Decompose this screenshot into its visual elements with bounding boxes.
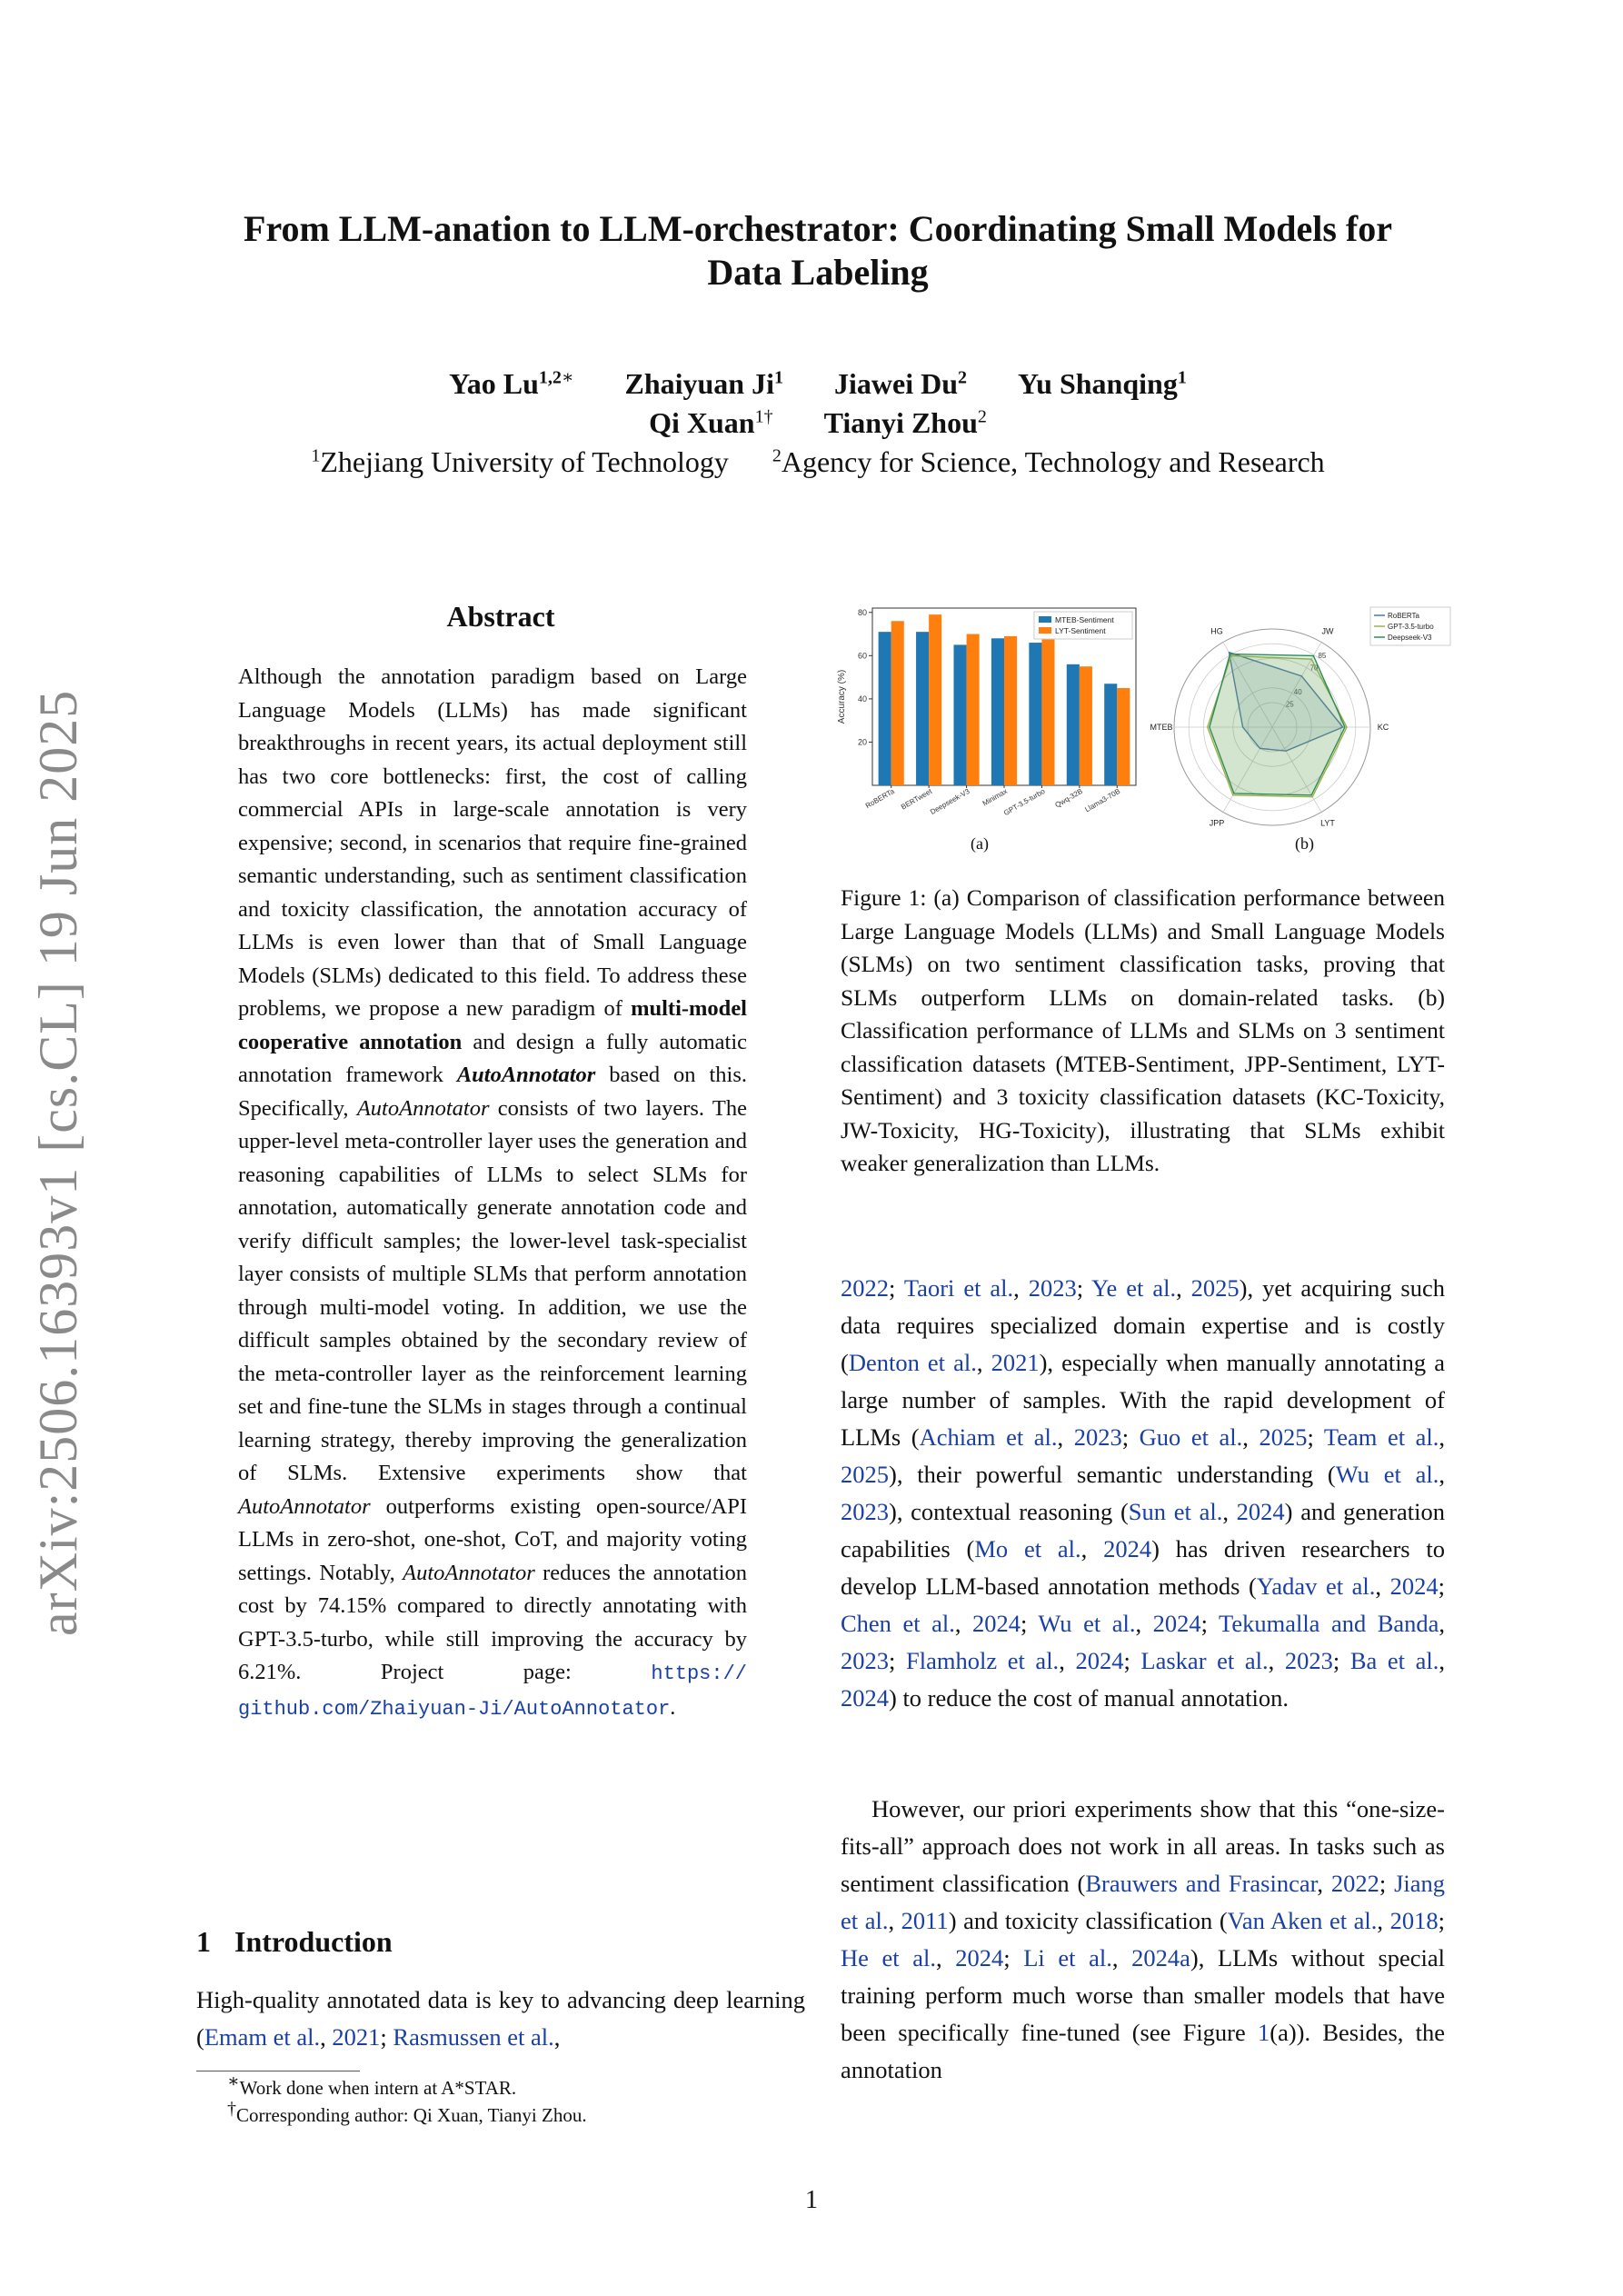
author-name: Yao Lu <box>449 367 539 400</box>
body-text: , <box>553 2023 561 2051</box>
body-text: , <box>976 1349 991 1376</box>
radar-axis-label: LYT <box>1320 818 1335 828</box>
body-text: , <box>320 2023 333 2051</box>
author-mark: † <box>763 406 773 427</box>
y-axis-label: Accuracy (%) <box>837 669 847 724</box>
bar-MTEB-Sentiment <box>953 644 966 785</box>
body-text: ; <box>1307 1423 1324 1451</box>
body-text: , <box>936 1944 956 1972</box>
bar-MTEB-Sentiment <box>916 632 929 785</box>
subfigure-label-a: (a) <box>971 834 989 853</box>
footnote-2 <box>227 2101 587 2129</box>
project-link[interactable]: https:// <box>651 1662 747 1685</box>
abstract-text: reduces the annotation cost by 74.15% compared to directly annotating with GPT-3.5-turbo, while still improving the accuracy by 6.21%. Project page: <box>238 1560 747 1684</box>
legend-swatch <box>1039 616 1051 623</box>
citation-link[interactable]: Chen et al. <box>841 1610 955 1637</box>
abstract-text: based on this. Specifically, <box>238 1063 747 1121</box>
citation-link[interactable]: Jiang et al. <box>841 1870 1445 1934</box>
author-name: Qi Xuan <box>649 406 755 439</box>
body-text: ; <box>380 2023 393 2051</box>
subfigure-label-b: (b) <box>1295 834 1314 853</box>
title-line-1: From LLM-anation to LLM-orchestrator: Coordinating Small Models for <box>244 208 1392 249</box>
citation-link[interactable]: Emam et al. <box>204 2023 321 2051</box>
x-tick-label: GPT-3.5-turbo <box>1002 786 1047 818</box>
body-text: High-quality annotated data is key to advancing deep learning ( <box>196 1986 805 2051</box>
footnote-mark: † <box>227 2099 236 2119</box>
body-text: ; <box>1020 1610 1039 1637</box>
abstract-emphasis: multi-model cooperative annotation <box>238 996 747 1054</box>
citation-link[interactable]: 2023 <box>1073 1423 1122 1451</box>
citation-link[interactable]: 2011 <box>901 1907 949 1934</box>
page-number: 1 <box>805 2186 818 2214</box>
body-text: ; <box>1332 1647 1350 1674</box>
figure-ref-link[interactable]: 1 <box>1258 2019 1270 2046</box>
body-text: ) has driven researchers to develop LLM-based annotation methods ( <box>841 1535 1446 1600</box>
citation-link[interactable]: Yadav et al. <box>1256 1572 1376 1600</box>
citation-link[interactable]: 2024 <box>971 1610 1021 1637</box>
affiliation-1: Zhejiang University of Technology <box>320 445 729 478</box>
y-tick-label: 40 <box>857 694 867 704</box>
bar-LYT-Sentiment <box>1117 688 1130 785</box>
system-name: AutoAnnotator <box>356 1095 490 1121</box>
system-name: AutoAnnotator <box>238 1493 371 1519</box>
legend-swatch <box>1039 627 1051 634</box>
author-affil: 1 <box>754 406 764 427</box>
footnote-text: Corresponding author: Qi Xuan, Tianyi Zhou. <box>236 2104 587 2126</box>
radar-axis-label: KC <box>1377 723 1389 732</box>
author-line-1 <box>182 365 1454 402</box>
legend-label: Deepseek-V3 <box>1388 634 1432 642</box>
citation-link[interactable]: Ba et al. <box>1349 1647 1439 1674</box>
bar-MTEB-Sentiment <box>879 632 891 785</box>
citation-link[interactable]: 2023 <box>841 1498 889 1525</box>
body-text: ; <box>889 1647 906 1674</box>
radar-plot-area <box>1150 607 1450 828</box>
intro-paragraph <box>196 1982 805 2056</box>
bar-LYT-Sentiment <box>891 621 904 785</box>
body-text: However, our priori experiments show that this “one-size-fits-all” approach does not work in all areas. In tasks such as sentiment classification ( <box>841 1795 1445 1897</box>
footnote-1 <box>227 2071 517 2101</box>
intro-paragraph-continued <box>841 1270 1445 1717</box>
citation-link[interactable]: 2021 <box>332 2023 381 2051</box>
radar-axis-label: HG <box>1210 626 1223 636</box>
radar-axis-label: JPP <box>1209 818 1225 828</box>
author-mark: ∗ <box>561 367 574 388</box>
citation-link[interactable]: Taori et al. <box>903 1274 1014 1302</box>
citation-link[interactable]: Wu et al. <box>1038 1610 1136 1637</box>
author-name: Yu Shanqing <box>1017 367 1178 400</box>
body-text: ) to reduce the cost of manual annotation. <box>889 1684 1289 1712</box>
legend-label: LYT-Sentiment <box>1055 626 1106 635</box>
bar-LYT-Sentiment <box>1004 636 1017 785</box>
body-text: ), LLMs without special training perform much worse than smaller models that have been specifically fine-tuned (see Figure <box>841 1944 1446 2046</box>
citation-link[interactable]: 2021 <box>991 1349 1040 1376</box>
author-affil: 1 <box>773 367 783 388</box>
body-text: ; <box>1076 1274 1092 1302</box>
body-text: ; <box>1438 1907 1445 1934</box>
citation-link[interactable]: Mo et al. <box>974 1535 1081 1562</box>
citation-link[interactable]: 2024 <box>955 1944 1004 1972</box>
citation-link[interactable]: 2024 <box>841 1684 889 1712</box>
affiliations <box>182 444 1454 480</box>
x-tick-label: Minimax <box>981 786 1009 808</box>
citation-link[interactable]: Achiam et al. <box>919 1423 1058 1451</box>
x-tick-label: Deepseek-V3 <box>929 786 971 816</box>
abstract-heading: Abstract <box>446 600 555 633</box>
body-text: , <box>1059 1647 1076 1674</box>
body-text: ), yet acquiring such data requires specialized domain expertise and is costly ( <box>841 1274 1445 1376</box>
citation-link[interactable]: Denton et al. <box>848 1349 977 1376</box>
radar-axis-label: JW <box>1321 626 1334 636</box>
body-text: , <box>1375 1572 1390 1600</box>
radar-axis-label: MTEB <box>1150 723 1173 732</box>
radar-series-Deepseek-V3 <box>1210 651 1345 795</box>
citation-link[interactable]: 2024 <box>1152 1610 1201 1637</box>
legend-label: MTEB-Sentiment <box>1055 615 1114 624</box>
citation-link[interactable]: 2024 <box>1075 1647 1124 1674</box>
citation-link[interactable]: 2024 <box>1103 1535 1152 1562</box>
body-text: ; <box>1200 1610 1219 1637</box>
citation-link[interactable]: Ye et al. <box>1091 1274 1177 1302</box>
body-text: ), especially when manually annotating a large number of samples. With the rapid development of LLMs ( <box>841 1349 1445 1451</box>
bar-MTEB-Sentiment <box>1029 643 1041 785</box>
body-text: , <box>1317 1870 1331 1897</box>
abstract-text: Although the annotation paradigm based on Large Language Models (LLMs) has made significant breakthroughs in recent years, its actual deployment still has two core bottlenecks: first, the cost of calling commercial APIs in large-scale annotation is very expensive; second, in scenarios that require fine-grained semantic understanding, such as sentiment classification and toxicity classification, the annotation accuracy of LLMs is even lower than that of Small Language Models (SLMs) dedicated to this field. To address these problems, we propose a new paradigm of <box>238 664 747 1021</box>
body-text: , <box>1080 1535 1104 1562</box>
body-text: , <box>1135 1610 1153 1637</box>
author-name: Tianyi Zhou <box>823 406 978 439</box>
body-paragraph <box>841 1791 1445 2089</box>
radar-tick-label: 40 <box>1293 688 1302 697</box>
citation-link[interactable]: 2025 <box>841 1461 889 1488</box>
citation-link[interactable]: Rasmussen et al. <box>393 2023 554 2051</box>
footnote-text: Work done when intern at A*STAR. <box>239 2077 517 2099</box>
section-number: 1 <box>196 1925 211 1958</box>
abstract-body <box>238 661 747 1726</box>
body-text: , <box>888 1907 901 1934</box>
abstract-text: . <box>670 1694 676 1720</box>
citation-link[interactable]: Van Aken et al. <box>1227 1907 1378 1934</box>
bar-MTEB-Sentiment <box>1104 684 1117 785</box>
y-tick-label: 60 <box>857 651 867 661</box>
body-text: , <box>1439 1423 1446 1451</box>
bar-plot-area <box>837 608 1136 817</box>
figure-1a-bar-chart <box>831 595 1150 859</box>
title-line-2: Data Labeling <box>707 252 929 293</box>
citation-link[interactable]: 2023 <box>841 1647 889 1674</box>
abstract-text: and design a fully automatic annotation framework <box>238 1029 747 1087</box>
bar-LYT-Sentiment <box>929 614 941 785</box>
y-tick-label: 80 <box>857 607 867 617</box>
body-text: ; <box>1379 1870 1395 1897</box>
x-tick-label: Qwq-32B <box>1053 786 1084 810</box>
bar-MTEB-Sentiment <box>1067 664 1080 785</box>
body-text: , <box>1111 1944 1132 1972</box>
x-tick-label: BERTweet <box>900 786 934 812</box>
citation-link[interactable]: Brauwers and Frasincar <box>1085 1870 1318 1897</box>
system-name: AutoAnnotator <box>403 1560 535 1585</box>
body-text: , <box>1013 1274 1029 1302</box>
bar-LYT-Sentiment <box>1080 666 1092 785</box>
bar-LYT-Sentiment <box>967 634 980 785</box>
body-text: , <box>1439 1461 1445 1488</box>
citation-link[interactable]: 2025 <box>1259 1423 1308 1451</box>
body-text: ) and toxicity classification ( <box>948 1907 1228 1934</box>
citation-link[interactable]: Li et al. <box>1023 1944 1112 1972</box>
body-text: ; <box>889 1274 904 1302</box>
body-text: ; <box>1438 1572 1445 1600</box>
citation-link[interactable]: 2025 <box>1190 1274 1240 1302</box>
citation-link[interactable]: Laskar et al. <box>1140 1647 1269 1674</box>
affil-sup: 1 <box>311 445 321 466</box>
author-name: Zhaiyuan Ji <box>624 367 774 400</box>
citation-link[interactable]: Team et al. <box>1323 1423 1439 1451</box>
abstract-text: consists of two layers. The upper-level meta-controller layer uses the generation and reasoning capabilities of LLMs to select SLMs for annotation, automatically generate annotation code and verify difficult samples; the lower-level task-specialist layer consists of multiple SLMs that perform annotation through multi-model voting. In addition, we use the difficult samples obtained by the secondary review of the meta-controller layer as the reinforcement learning set and fine-tune the SLMs in stages through a continual learning strategy, thereby improving the generalization of SLMs. Extensive experiments show that <box>238 1095 747 1485</box>
system-name: AutoAnnotator <box>456 1063 596 1087</box>
citation-link[interactable]: Guo et al. <box>1139 1423 1243 1451</box>
citation-link[interactable]: 2022 <box>841 1274 889 1302</box>
body-text: ; <box>1003 1944 1024 1972</box>
body-text: (a)). Besides, the annotation <box>841 2019 1445 2083</box>
section-title: Introduction <box>234 1925 393 1958</box>
body-text: , <box>1222 1498 1237 1525</box>
body-text: ) and generation capabilities ( <box>841 1498 1446 1562</box>
legend-label: GPT-3.5-turbo <box>1388 623 1434 631</box>
author-name: Jiawei Du <box>833 367 958 400</box>
body-text: , <box>1377 1907 1390 1934</box>
citation-link[interactable]: 2023 <box>1284 1647 1333 1674</box>
body-text: ), contextual reasoning ( <box>889 1498 1129 1525</box>
x-tick-label: RoBERTa <box>863 786 896 811</box>
legend-label: RoBERTa <box>1388 612 1419 620</box>
citation-link[interactable]: 2024a <box>1131 1944 1190 1972</box>
project-link[interactable]: github.com/Zhaiyuan-Ji/AutoAnnotator <box>238 1697 671 1721</box>
y-tick-label: 20 <box>857 737 867 747</box>
body-text: ; <box>1121 1423 1140 1451</box>
radar-tick-label: 85 <box>1318 651 1327 660</box>
citation-link[interactable]: 2023 <box>1028 1274 1077 1302</box>
citation-link[interactable]: Wu et al. <box>1335 1461 1439 1488</box>
body-text: , <box>1176 1274 1191 1302</box>
author-affil: 2 <box>957 367 967 388</box>
body-text: ), their powerful semantic understanding ( <box>889 1461 1336 1488</box>
citation-link[interactable]: Flamholz et al. <box>905 1647 1060 1674</box>
author-affil: 1 <box>1177 367 1187 388</box>
body-text: , <box>1439 1647 1446 1674</box>
author-affil: 1,2 <box>538 367 562 388</box>
citation-link[interactable]: 2024 <box>1236 1498 1285 1525</box>
citation-link[interactable]: He et al. <box>841 1944 937 1972</box>
x-tick-label: Llama3-70B <box>1083 786 1122 814</box>
body-text: , <box>1439 1610 1446 1637</box>
citation-link[interactable]: 2022 <box>1330 1870 1379 1897</box>
body-text: ; <box>1123 1647 1141 1674</box>
citation-link[interactable]: 2018 <box>1389 1907 1439 1934</box>
body-text: , <box>1268 1647 1285 1674</box>
figure-1b-radar-chart <box>1150 600 1454 854</box>
citation-link[interactable]: Sun et al. <box>1128 1498 1223 1525</box>
affil-sup: 2 <box>772 445 782 466</box>
footnote-mark: ∗ <box>227 2071 240 2091</box>
author-affil: 2 <box>977 406 987 427</box>
body-text: , <box>1057 1423 1074 1451</box>
body-text: , <box>954 1610 972 1637</box>
radar-tick-label: 70 <box>1309 664 1319 673</box>
bar-LYT-Sentiment <box>1041 634 1054 785</box>
affiliation-2: Agency for Science, Technology and Research <box>781 445 1325 478</box>
bar-MTEB-Sentiment <box>991 638 1004 785</box>
paper-title <box>182 207 1454 294</box>
figure-1-caption: Figure 1: (a) Comparison of classification performance between Large Language Models (LLMs) and Small Language Models (SLMs) on two sentiment classification tasks, proving that SLMs outperform LLMs on domain-related tasks. (b) Classification performance of LLMs and SLMs on 3 sentiment classification datasets (MTEB-Sentiment, JPP-Sentiment, LYT-Sentiment) and 3 toxicity classification datasets (KC-Toxicity, JW-Toxicity, HG-Toxicity), illustrating that SLMs exhibit weaker generalization than LLMs. <box>841 884 1445 1176</box>
arxiv-side-identifier: arXiv:2506.16393v1 [cs.CL] 19 Jun 2025 <box>28 689 88 1636</box>
author-line-2 <box>182 404 1454 441</box>
body-text: , <box>1242 1423 1260 1451</box>
citation-link[interactable]: Tekumalla and Banda <box>1218 1610 1439 1637</box>
citation-link[interactable]: 2024 <box>1389 1572 1439 1600</box>
section-heading-introduction <box>196 1925 393 1959</box>
radar-tick-label: 25 <box>1285 700 1294 709</box>
abstract-text: outperforms existing open-source/API LLMs in zero-shot, one-shot, CoT, and majority voting settings. Notably, <box>238 1493 747 1585</box>
